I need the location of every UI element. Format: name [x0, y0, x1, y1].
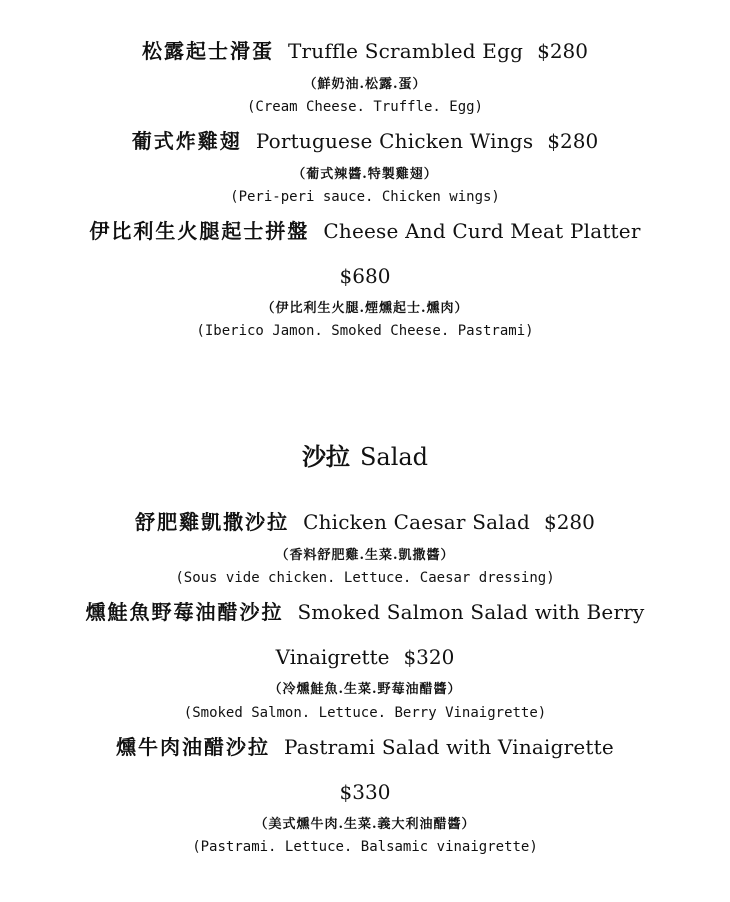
- item-name-en: Cheese And Curd Meat Platter: [323, 219, 641, 243]
- item-desc-en: (Iberico Jamon. Smoked Cheese. Pastrami): [196, 323, 534, 339]
- item-name-zh: 燻牛肉油醋沙拉: [116, 735, 271, 759]
- menu-item-caesar-salad: [0, 509, 730, 535]
- item-name-zh: 伊比利生火腿起士拼盤: [89, 219, 310, 243]
- item-price: $280: [547, 129, 599, 153]
- heading-zh: 沙拉: [301, 442, 350, 471]
- section-heading-salad: [0, 442, 730, 472]
- item-price: $680: [339, 264, 391, 288]
- item-price: $280: [537, 39, 589, 63]
- item-name-zh: 松露起士滑蛋: [141, 39, 274, 63]
- menu-item-chicken-wings: [0, 128, 730, 154]
- item-name-en: Pastrami Salad with Vinaigrette: [284, 735, 614, 759]
- item-desc-en: (Cream Cheese. Truffle. Egg): [246, 99, 483, 115]
- item-desc-en: (Pastrami. Lettuce. Balsamic vinaigrette): [192, 839, 538, 855]
- menu-item-pastrami-salad: [0, 734, 730, 760]
- item-desc-zh: （鮮奶油.松露.蛋）: [303, 77, 427, 92]
- item-desc-zh: （冷燻鮭魚.生菜.野莓油醋醬）: [268, 682, 462, 697]
- item-price: $330: [339, 780, 391, 804]
- menu-item-salmon-salad: [0, 599, 730, 625]
- item-desc-en: (Sous vide chicken. Lettuce. Caesar dressing): [175, 570, 555, 586]
- item-name-zh: 舒肥雞凱撒沙拉: [135, 510, 290, 534]
- item-name-continued: [0, 644, 730, 670]
- item-desc-zh: （伊比利生火腿.煙燻起士.燻肉）: [261, 301, 469, 316]
- menu-item-truffle-egg: [0, 38, 730, 64]
- item-desc-zh: （葡式辣醬.特製雞翅）: [292, 167, 438, 182]
- menu-item-meat-platter: [0, 218, 730, 244]
- heading-en: Salad: [359, 443, 429, 471]
- item-desc-zh: （香料舒肥雞.生菜.凱撒醬）: [275, 548, 455, 563]
- item-desc-en: (Smoked Salmon. Lettuce. Berry Vinaigrette): [183, 705, 547, 721]
- item-name-en: Portuguese Chicken Wings: [255, 129, 534, 153]
- item-price: $280: [543, 510, 595, 534]
- item-desc-en: (Peri-peri sauce. Chicken wings): [230, 189, 500, 205]
- item-name-zh: 葡式炸雞翅: [131, 129, 242, 153]
- item-name-en-cont: Vinaigrette: [275, 645, 390, 669]
- item-name-en: Smoked Salmon Salad with Berry: [297, 600, 645, 624]
- item-name-zh: 燻鮭魚野莓油醋沙拉: [85, 600, 284, 624]
- item-name-en: Truffle Scrambled Egg: [287, 39, 524, 63]
- item-desc-zh: （美式燻牛肉.生菜.義大利油醋醬）: [254, 817, 476, 832]
- item-price: $320: [403, 645, 455, 669]
- item-name-en: Chicken Caesar Salad: [303, 510, 530, 534]
